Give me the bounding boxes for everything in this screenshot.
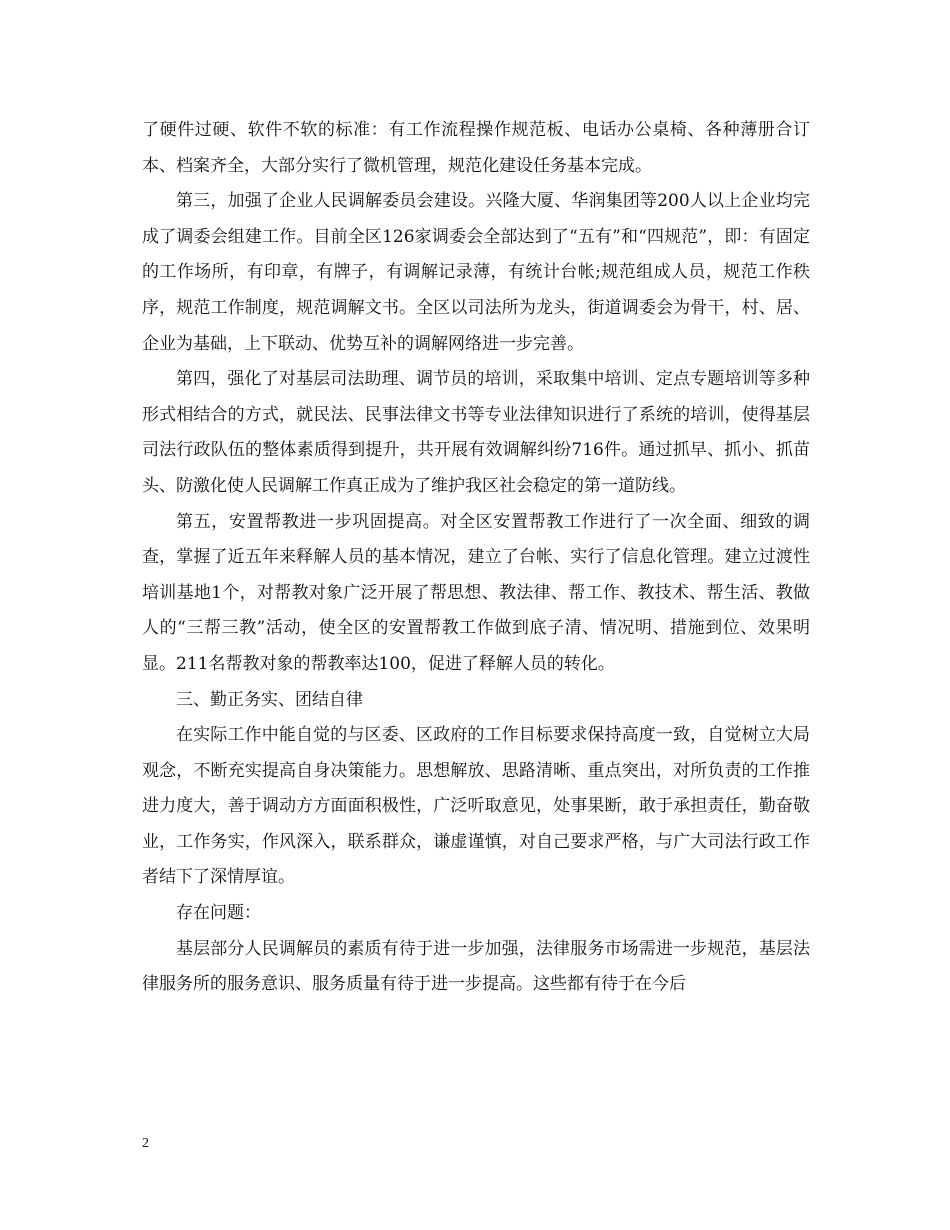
- paragraph-2: 第三，加强了企业人民调解委员会建设。兴隆大厦、华润集团等200人以上企业均完成了调委会组建工作。目前全区126家调委会全部达到了“五有”和“四规范”，即：有固定的工作场所，有印章，有牌子，有调解记录薄，有统计台帐;规范组成人员，规范工作秩序，规范工作制度，规范调解文书。全区以司法所为龙头，街道调委会为骨干，村、居、企业为基础，上下联动、优势互补的调解网络进一步完善。: [142, 191, 810, 354]
- document-body: [142, 113, 810, 1003]
- section-heading: 三、勤正务实、团结自律: [176, 689, 363, 710]
- paragraph-3: 第四，强化了对基层司法助理、调节员的培训，采取集中培训、定点专题培训等多种形式相结合的方式，就民法、民事法律文书等专业法律知识进行了系统的培训，使得基层司法行政队伍的整体素质得到提升，共开展有效调解纠纷716件。通过抓早、抓小、抓苗头、防激化使人民调解工作真正成为了维护我区社会稳定的第一道防线。: [142, 369, 810, 496]
- issues-heading: 存在问题：: [176, 903, 261, 924]
- paragraph-4: 第五，安置帮教进一步巩固提高。对全区安置帮教工作进行了一次全面、细致的调查，掌握了近五年来释解人员的基本情况，建立了台帐、实行了信息化管理。建立过渡性培训基地1个，对帮教对象广泛开展了帮思想、教法律、帮工作、教技术、帮生活、教做人的“三帮三教”活动，使全区的安置帮教工作做到底子清、情况明、措施到位、效果明显。211名帮教对象的帮教率达100，促进了释解人员的转化。: [142, 511, 810, 674]
- paragraph-5: 在实际工作中能自觉的与区委、区政府的工作目标要求保持高度一致，自觉树立大局观念，不断充实提高自身决策能力。思想解放、思路清晰、重点突出，对所负责的工作推进力度大，善于调动方方面面积极性，广泛听取意见，处事果断，敢于承担责任，勤奋敬业，工作务实，作风深入，联系群众，谦虚谨慎，对自己要求严格，与广大司法行政工作者结下了深情厚谊。: [142, 725, 810, 888]
- paragraph-1: 了硬件过硬、软件不软的标准：有工作流程操作规范板、电话办公桌椅、各种薄册合订本、档案齐全，大部分实行了微机管理，规范化建设任务基本完成。: [142, 120, 810, 176]
- page-number: 2: [142, 1136, 149, 1151]
- paragraph-6: 基层部分人民调解员的素质有待于进一步加强，法律服务市场需进一步规范，基层法律服务所的服务意识、服务质量有待于进一步提高。这些都有待于在今后: [142, 938, 810, 995]
